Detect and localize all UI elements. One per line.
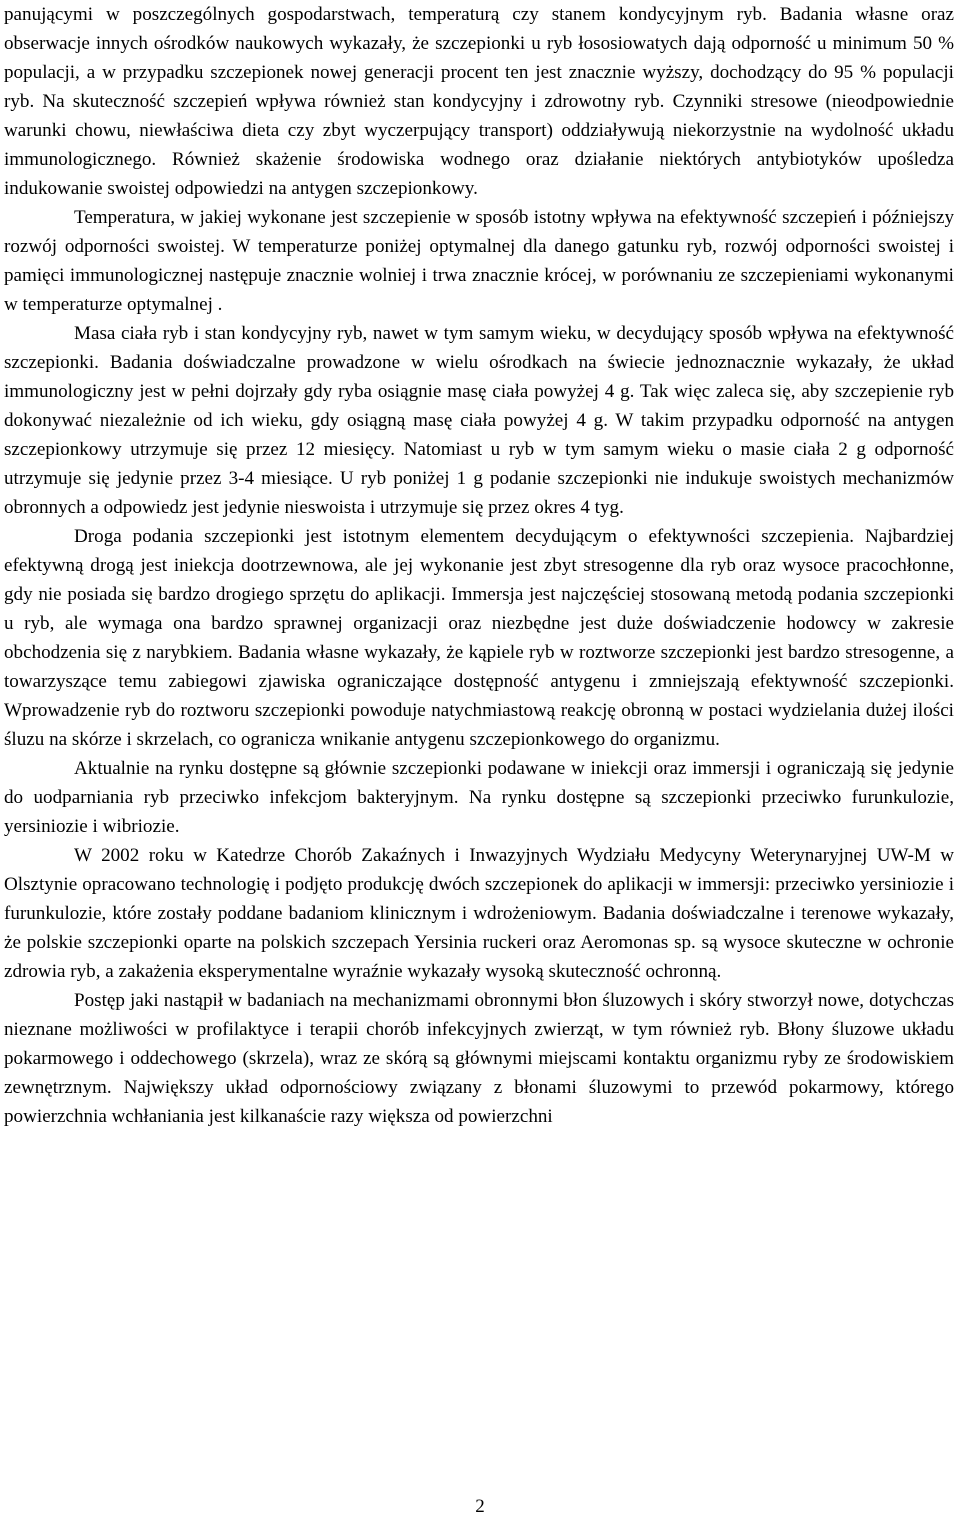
paragraph-4: Droga podania szczepionki jest istotnym elementem decydującym o efektywności szczepienia. Najbardziej efektywną drogą jest iniekcja dootrzewnowa, ale jej wykonanie jest zbyt stresogenne dla ryb oraz wysoce pracochłonne, gdy nie posiada się bardzo drogiego sprzętu do aplikacji. Immersja jest najczęściej stosowaną metodą podania szczepionki u ryb, ale wymaga ona bardzo sprawnej organizacji oraz niezbędne jest duże doświadczenie hodowcy w zakresie obchodzenia się z narybkiem. Badania własne wykazały, że kąpiele ryb w roztworze szczepionki jest bardzo stresogenne, a towarzyszące temu zabiegowi zjawiska ograniczające dostępność antygenu i zmniejszają efektywność szczepionki. Wprowadzenie ryb do roztworu szczepionki powoduje natychmiastową reakcję obronną w postaci wydzielania dużej ilości śluzu na skórze i skrzelach, co ogranicza wnikanie antygenu szczepionkowego do organizmu. xyxy=(4,526,954,750)
document-body xyxy=(4,0,954,1131)
document-page xyxy=(4,0,954,1131)
paragraph-1: panującymi w poszczególnych gospodarstwach, temperaturą czy stanem kondycyjnym ryb. Badania własne oraz obserwacje innych ośrodków naukowych wykazały, że szczepionki u ryb łososiowatych dają odporność u minimum 50 % populacji, a w przypadku szczepionek nowej generacji procent ten jest znacznie wyższy, dochodzący do 95 % populacji ryb. Na skuteczność szczepień wpływa również stan kondycyjny i zdrowotny ryb. Czynniki stresowe (nieodpowiednie warunki chowu, niewłaściwa dieta czy zbyt wyczerpujący transport) oddziaływują niekorzystnie na wydolność układu immunologicznego. Również skażenie środowiska wodnego oraz działanie niektórych antybiotyków upośledza indukowanie swoistej odpowiedzi na antygen szczepionkowy. xyxy=(4,4,954,199)
paragraph-2: Temperatura, w jakiej wykonane jest szczepienie w sposób istotny wpływa na efektywność szczepień i późniejszy rozwój odporności swoistej. W temperaturze poniżej optymalnej dla danego gatunku ryb, rozwój odporności swoistej i pamięci immunologicznej następuje znacznie wolniej i trwa znacznie krócej, w porównaniu ze szczepieniami wykonanymi w temperaturze optymalnej . xyxy=(4,207,954,315)
paragraph-5: Aktualnie na rynku dostępne są głównie szczepionki podawane w iniekcji oraz immersji i ograniczają się jedynie do uodparniania ryb przeciwko infekcjom bakteryjnym. Na rynku dostępne są szczepionki przeciwko furunkulozie, yersiniozie i wibriozie. xyxy=(4,758,954,837)
page-number: 2 xyxy=(475,1496,485,1517)
paragraph-6: W 2002 roku w Katedrze Chorób Zakaźnych i Inwazyjnych Wydziału Medycyny Weterynaryjnej UW-M w Olsztynie opracowano technologię i podjęto produkcję dwóch szczepionek do aplikacji w immersji: przeciwko yersiniozie i furunkulozie, które zostały poddane badaniom klinicznym i wdrożeniowym. Badania doświadczalne i terenowe wykazały, że polskie szczepionki oparte na polskich szczepach Yersinia ruckeri oraz Aeromonas sp. są wysoce skuteczne w ochronie zdrowia ryb, a zakażenia eksperymentalne wyraźnie wykazały wysoką skuteczność ochronną. xyxy=(4,845,954,982)
paragraph-3: Masa ciała ryb i stan kondycyjny ryb, nawet w tym samym wieku, w decydujący sposób wpływa na efektywność szczepionki. Badania doświadczalne prowadzone w wielu ośrodkach na świecie jednoznacznie wykazały, że układ immunologiczny jest w pełni dojrzały gdy ryba osiągnie masę ciała powyżej 4 g. Tak więc zaleca się, aby szczepienie ryb dokonywać niezależnie od ich wieku, gdy osiągną masę ciała powyżej 4 g. W takim przypadku odporność na antygen szczepionkowy utrzymuje się przez 12 miesięcy. Natomiast u ryb w tym samym wieku o masie ciała 2 g odporność utrzymuje się jedynie przez 3-4 miesiące. U ryb poniżej 1 g podanie szczepionki nie indukuje swoistych mechanizmów obronnych a odpowiedz jest jedynie nieswoista i utrzymuje się przez okres 4 tyg. xyxy=(4,323,954,518)
paragraph-7: Postęp jaki nastąpił w badaniach na mechanizmami obronnymi błon śluzowych i skóry stworzył nowe, dotychczas nieznane możliwości w profilaktyce i terapii chorób infekcyjnych zwierząt, w tym również ryb. Błony śluzowe układu pokarmowego i oddechowego (skrzela), wraz ze skórą są głównymi miejscami kontaktu organizmu ryby ze środowiskiem zewnętrznym. Największy układ odpornościowy związany z błonami śluzowymi to przewód pokarmowy, którego powierzchnia wchłaniania jest kilkanaście razy większa od powierzchni xyxy=(4,990,954,1127)
